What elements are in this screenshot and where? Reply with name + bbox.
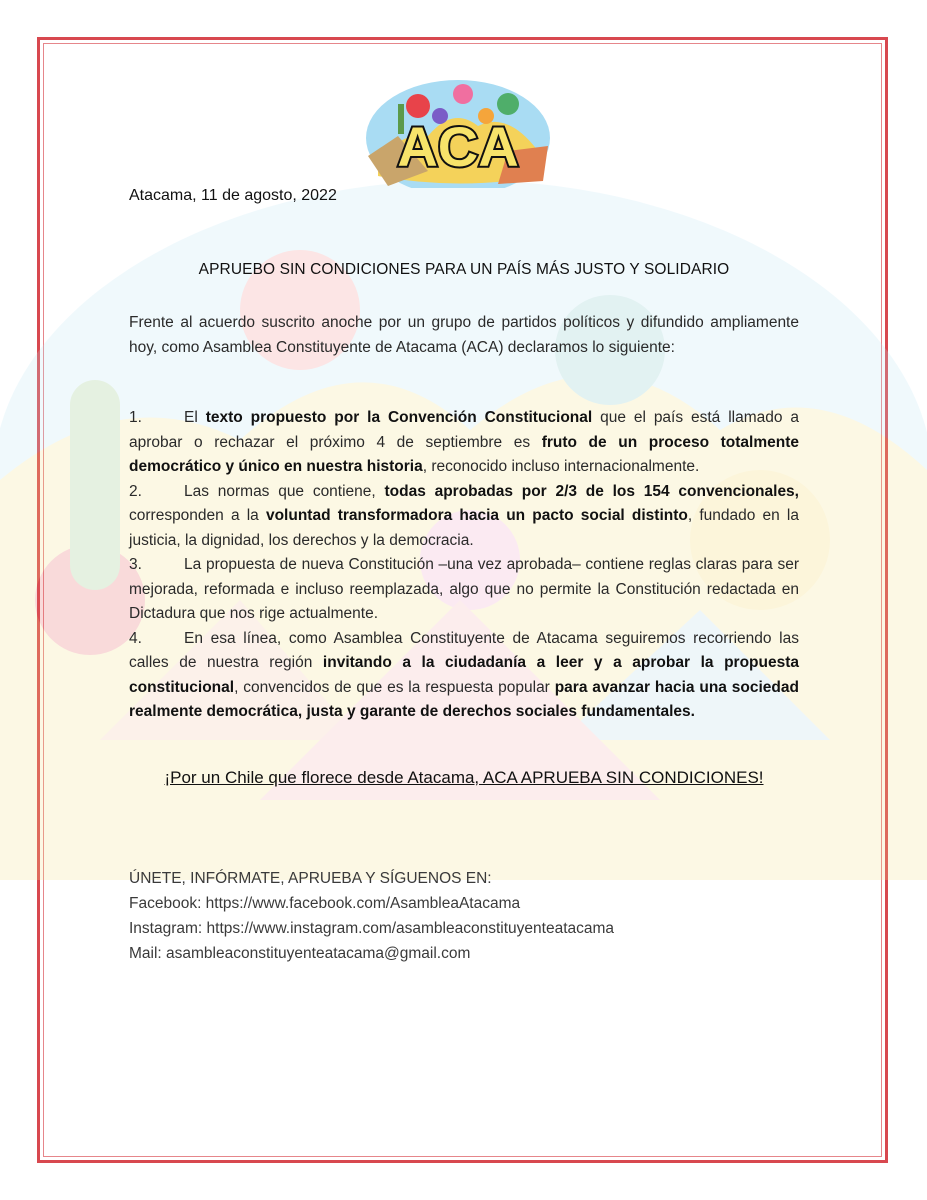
point-bold-text: fruto de un proceso totalmente democrático y único en nuestra historia <box>129 433 799 475</box>
point-text: , reconocido incluso internacionalmente. <box>422 458 700 475</box>
closing-slogan: ¡Por un Chile que florece desde Atacama, ACA APRUEBA SIN CONDICIONES! <box>164 768 764 787</box>
logo-text: ACA <box>397 115 519 178</box>
contact-section <box>129 866 799 966</box>
point-text: corresponden a la <box>129 507 266 524</box>
point-text: que el país está llamado a aprobar o rechazar el próximo 4 de septiembre es <box>129 409 799 451</box>
point-bold-text: para avanzar hacia una sociedad realmente democrática, justa y garante de derechos sociales fundamentales. <box>129 678 799 720</box>
point-text: , convencidos de que es la respuesta popular <box>234 678 555 696</box>
letter-date: Atacama, 11 de agosto, 2022 <box>129 187 337 204</box>
point-number: 1. <box>129 409 142 426</box>
point-text: La propuesta de nueva Constitución –una vez aprobada– contiene reglas claras para ser mejorada, reformada e incluso reemplazada, algo que no permite la Constitución redactada en Dictadura que nos rige actualmente. <box>129 556 799 622</box>
point-text: En esa línea, como Asamblea Constituyente de Atacama seguiremos recorriendo las calles de nuestra región <box>129 629 799 671</box>
numbered-points <box>129 406 799 725</box>
instagram-link: Instagram: https://www.instagram.com/asambleaconstituyenteatacama <box>129 920 615 937</box>
letter-heading: APRUEBO SIN CONDICIONES PARA UN PAÍS MÁS JUSTO Y SOLIDARIO <box>198 261 730 278</box>
point-text: Las normas que contiene, <box>184 482 385 500</box>
mail-link: Mail: asambleaconstituyenteatacama@gmail.com <box>129 945 471 962</box>
point-2 <box>129 480 799 554</box>
intro-paragraph: Frente al acuerdo suscrito anoche por un grupo de partidos políticos y difundido ampliamente hoy, como Asamblea Constituyente de Atacama (ACA) declaramos lo siguiente: <box>129 314 799 356</box>
point-bold-text: texto propuesto por la Convención Constitucional <box>205 409 593 426</box>
point-number: 2. <box>129 482 142 500</box>
point-number: 3. <box>129 556 142 573</box>
point-1 <box>129 406 799 480</box>
point-bold-text: voluntad transformadora hacia un pacto social distinto <box>265 507 688 524</box>
contact-title: ÚNETE, INFÓRMATE, APRUEBA Y SÍGUENOS EN: <box>129 870 492 887</box>
facebook-link: Facebook: https://www.facebook.com/AsambleaAtacama <box>129 895 521 912</box>
point-text: El <box>184 409 206 426</box>
point-number: 4. <box>129 629 142 647</box>
aca-logo <box>358 76 558 188</box>
point-bold-text: invitando a la ciudadanía a leer y a aprobar la propuesta constitucional <box>129 654 799 696</box>
point-4 <box>129 627 799 725</box>
point-3 <box>129 553 799 627</box>
point-bold-text: todas aprobadas por 2/3 de los 154 convencionales, <box>384 482 799 500</box>
point-text: , fundado en la justicia, la dignidad, los derechos y la democracia. <box>129 507 799 549</box>
